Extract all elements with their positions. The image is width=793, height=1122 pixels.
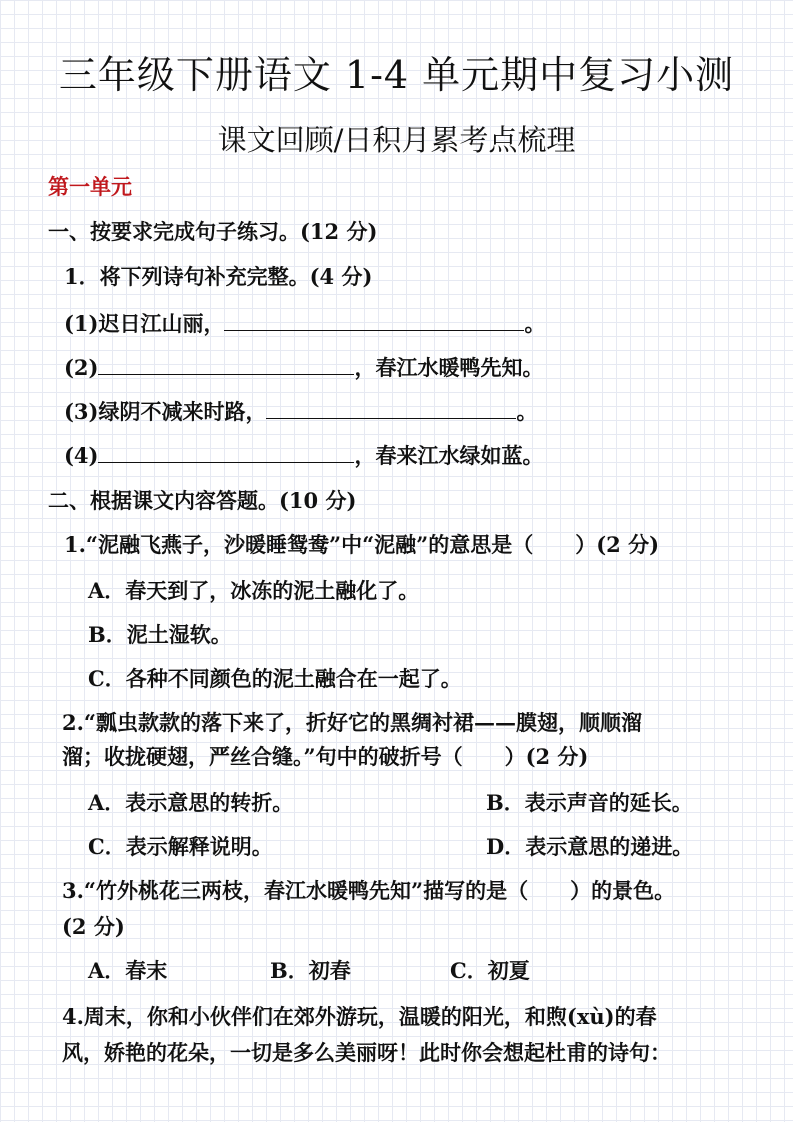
fill-blank-3[interactable] <box>266 396 516 419</box>
fill-item-4-before: (4) <box>64 443 99 468</box>
fill-item-2-after: ，春江水暖鸭先知。 <box>354 355 544 380</box>
q2-2-stem-line2: 溜；收拢硬翅，严丝合缝。”句中的破折号（ ）(2 分) <box>62 744 589 769</box>
fill-item-2 <box>64 352 543 383</box>
q2-3-stem-line1: 3.“竹外桃花三两枝，春江水暖鸭先知”描写的是（ ）的景色。 <box>62 878 676 903</box>
q2-3-option-b[interactable]: B．初春 <box>270 958 351 983</box>
q2-1-option-a[interactable]: A．春天到了，冰冻的泥土融化了。 <box>88 578 420 603</box>
unit-heading: 第一单元 <box>48 174 132 199</box>
fill-blank-1[interactable] <box>224 308 524 331</box>
fill-item-1-after: 。 <box>524 311 546 336</box>
fill-item-4 <box>64 440 543 471</box>
fill-blank-2[interactable] <box>98 352 354 375</box>
fill-item-3-after: 。 <box>516 399 538 424</box>
q2-2-option-c[interactable]: C．表示解释说明。 <box>88 834 273 859</box>
q2-1-option-c[interactable]: C．各种不同颜色的泥土融合在一起了。 <box>88 666 462 691</box>
q2-1-option-b[interactable]: B．泥土湿软。 <box>88 622 232 647</box>
q2-2-option-d[interactable]: D．表示意思的递进。 <box>486 834 694 859</box>
q2-4-line1: 4.周末，你和小伙伴们在郊外游玩，温暖的阳光，和煦(xù)的春 <box>62 1004 657 1029</box>
fill-item-1 <box>64 308 545 339</box>
page-subtitle: 课文回顾/日积月累考点梳理 <box>217 123 576 157</box>
fill-item-3 <box>64 396 537 427</box>
section1-heading: 一、按要求完成句子练习。(12 分) <box>48 219 378 244</box>
q2-2-option-a[interactable]: A．表示意思的转折。 <box>88 790 294 815</box>
q2-4-line2: 风，娇艳的花朵，一切是多么美丽呀！此时你会想起杜甫的诗句： <box>62 1040 671 1065</box>
q2-3-option-a[interactable]: A．春末 <box>88 958 168 983</box>
fill-item-2-before: (2) <box>64 355 99 380</box>
q2-2-option-b[interactable]: B．表示声音的延长。 <box>486 790 693 815</box>
fill-item-3-before: (3)绿阴不减来时路， <box>64 399 267 424</box>
fill-blank-4[interactable] <box>98 440 354 463</box>
q2-1-stem: 1.“泥融飞燕子，沙暖睡鸳鸯”中“泥融”的意思是（ ）(2 分) <box>64 532 660 557</box>
fill-item-4-after: ，春来江水绿如蓝。 <box>354 443 544 468</box>
fill-item-1-before: (1)迟日江山丽， <box>64 311 225 336</box>
q2-2-stem-line1: 2.“瓢虫款款的落下来了，折好它的黑绸衬裙——膜翅，顺顺溜 <box>62 710 642 735</box>
page-title: 三年级下册语文 1-4 单元期中复习小测 <box>58 53 735 97</box>
q2-3-option-c[interactable]: C．初夏 <box>450 958 530 983</box>
q2-3-stem-line2: (2 分) <box>62 914 125 939</box>
q1-stem: 1．将下列诗句补充完整。(4 分) <box>64 264 373 289</box>
section2-heading: 二、根据课文内容答题。(10 分) <box>48 488 357 513</box>
